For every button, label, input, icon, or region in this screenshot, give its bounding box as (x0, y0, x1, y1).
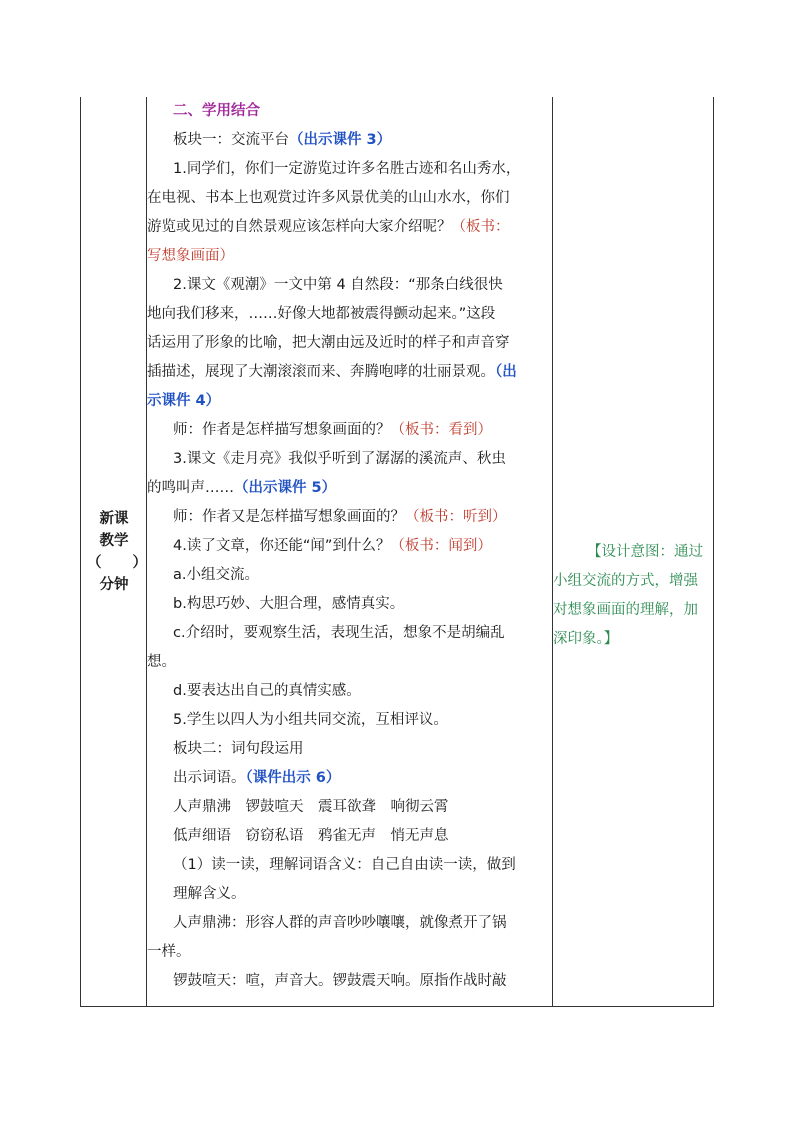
point-b: b.构思巧妙、大胆合理，感情真实。 (173, 596, 405, 612)
table-border-bottom (80, 1006, 714, 1007)
table-border-right (713, 97, 714, 1007)
item1-line2: 在电视、书本上也观赏过许多风景优美的山山水水，你们 (147, 190, 510, 206)
teacher-question-2 (147, 503, 551, 532)
teacher-question-1-board: （板书：看到） (390, 422, 492, 438)
step1-line1: （1）读一读，理解词语含义：自己自由读一读，做到 (173, 857, 516, 873)
words-row-1: 人声鼎沸 锣鼓喧天 震耳欲聋 响彻云霄 (173, 799, 449, 815)
show-words-line (147, 764, 551, 793)
item2-line4 (147, 358, 551, 387)
item2-courseware: 示课件 4） (147, 393, 221, 409)
block1-label: 板块一：交流平台 (173, 132, 289, 148)
design-intent-line1: 【设计意图：通过 (587, 544, 703, 560)
item1-board: 写想象画面） (147, 248, 234, 264)
item4-text: 4.读了文章，你还能“闻”到什么？ (173, 538, 391, 554)
step1-line2: 理解含义。 (173, 886, 246, 902)
item2-line1: 2.课文《观潮》一文中第 4 自然段：“那条白线很快 (173, 277, 503, 293)
item2-line4-text: 插描述，展现了大潮滚滚而来、奔腾咆哮的壮丽景观。 (147, 364, 495, 380)
point-d: d.要表达出自己的真情实感。 (173, 683, 361, 699)
item1-line1: 1.同学们，你们一定游览过许多名胜古迹和名山秀水， (173, 161, 521, 177)
paren-right: ） (132, 555, 147, 571)
teacher-question-1-text: 师：作者是怎样描写想象画面的？ (173, 422, 391, 438)
explain1-line2: 一样。 (147, 944, 191, 960)
item3-courseware: （出示课件 5） (234, 480, 337, 496)
words-row-2: 低声细语 窃窃私语 鸦雀无声 悄无声息 (173, 828, 449, 844)
teacher-question-2-board: （板书：听到） (405, 509, 507, 525)
design-intent-line4: 深印象。】 (553, 631, 619, 647)
item2-line2: 地向我们移来，……好像大地都被震得颤动起来。”这段 (147, 306, 496, 322)
item2-courseware-open: （出 (495, 364, 517, 380)
point-a: a.小组交流。 (173, 567, 259, 583)
section-label-minutes: 分钟 (99, 577, 129, 593)
item4-line (147, 532, 551, 561)
design-intent-cell (553, 538, 713, 654)
design-intent-line3: 对想象画面的理解，加 (553, 602, 698, 618)
teacher-question-1 (147, 416, 551, 445)
item5-line: 5.学生以四人为小组共同交流，互相评议。 (173, 712, 448, 728)
item2-line3: 话运用了形象的比喻，把大潮由远及近时的样子和声音穿 (147, 335, 510, 351)
block1-line (147, 126, 551, 155)
section-label-cell (81, 508, 147, 596)
design-intent-line2: 小组交流的方式，增强 (553, 573, 698, 589)
item1-line3-text: 游览或见过的自然景观应该怎样向大家介绍呢？ (147, 219, 452, 235)
point-c-line2: 想。 (147, 654, 176, 670)
item3-line2-text: 的鸣叫声…… (147, 480, 234, 496)
item1-board-open: （板书： (451, 219, 510, 235)
lesson-content-cell (147, 97, 551, 996)
duration-blank (81, 552, 147, 574)
item3-line1: 3.课文《走月亮》我似乎听到了潺潺的溪流声、秋虫 (173, 451, 506, 467)
paren-left: （ (87, 555, 102, 571)
item1-line3 (147, 213, 551, 242)
section-label-line1: 新课 (99, 511, 129, 527)
section-heading: 二、学用结合 (173, 103, 260, 119)
show-words-courseware: （课件出示 6） (245, 770, 341, 786)
explain2-line1: 锣鼓喧天：喧，声音大。锣鼓震天响。原指作战时敲 (173, 973, 507, 989)
section-label-line2: 教学 (99, 533, 129, 549)
point-c-line1: c.介绍时，要观察生活，表现生活，想象不是胡编乱 (173, 625, 505, 641)
block2-label: 板块二：词句段运用 (173, 741, 304, 757)
teacher-question-2-text: 师：作者又是怎样描写想象画面的？ (173, 509, 405, 525)
show-words-text: 出示词语。 (173, 770, 246, 786)
block1-courseware: （出示课件 3） (289, 132, 392, 148)
explain1-line1: 人声鼎沸：形容人群的声音吵吵嚷嚷，就像煮开了锅 (173, 915, 507, 931)
item4-board: （板书：闻到） (390, 538, 492, 554)
item3-line2 (147, 474, 551, 503)
